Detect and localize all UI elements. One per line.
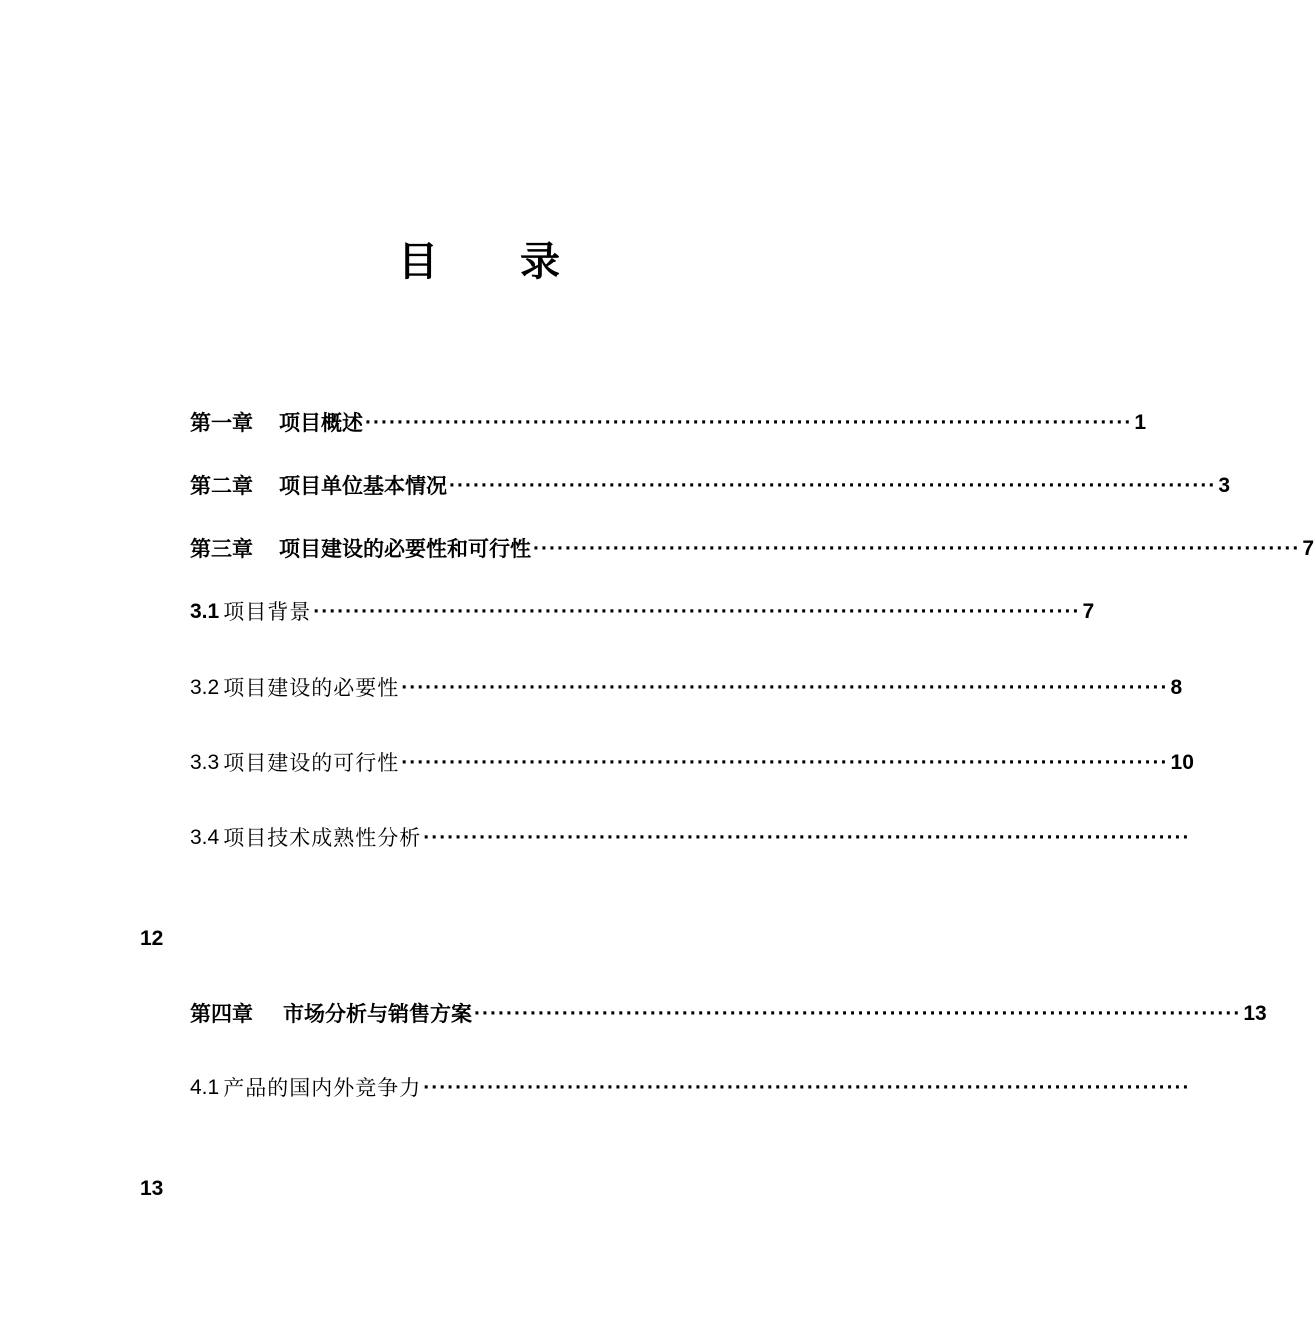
section-title: 项目技术成熟性分析: [223, 826, 422, 850]
toc-entry-chapter-3[interactable]: [190, 534, 1314, 564]
chapter-label: 第三章: [190, 537, 253, 561]
section-title: 项目背景: [223, 600, 312, 624]
page-number: 7: [1302, 537, 1314, 560]
page-number: 1: [1134, 411, 1147, 434]
page-number: 7: [1082, 600, 1095, 623]
page-number: 10: [1170, 751, 1194, 774]
section-title: 产品的国内外竞争力: [223, 1076, 422, 1100]
chapter-label: 第二章: [190, 474, 253, 498]
page-number: 13: [1243, 1002, 1267, 1025]
dot-leader: ································································································: [474, 1002, 1242, 1025]
section-title: 项目建设的必要性: [223, 676, 400, 700]
toc-entry-section-3-4[interactable]: [190, 823, 1191, 853]
toc-entry-section-3-1[interactable]: [190, 597, 1095, 627]
page-number-wrapped: 13: [140, 1177, 164, 1200]
dot-leader: ································································································: [313, 600, 1081, 623]
page-number: 3: [1218, 474, 1231, 497]
section-title: 项目建设的可行性: [223, 751, 400, 775]
page-number-wrapped: 12: [140, 927, 164, 950]
toc-entry-chapter-2[interactable]: [190, 471, 1231, 501]
section-number: 3.4: [190, 826, 220, 849]
toc-entry-section-3-3[interactable]: [190, 748, 1194, 778]
toc-heading: [0, 232, 950, 292]
section-number: 3.3: [190, 751, 220, 774]
chapter-title: 项目建设的必要性和可行性: [279, 537, 531, 561]
chapter-title: 项目单位基本情况: [279, 474, 447, 498]
toc-heading-char-2: 录: [520, 239, 560, 285]
chapter-label: 第四章: [190, 1002, 253, 1026]
dot-leader: ································································································: [423, 826, 1191, 849]
chapter-title: 项目概述: [279, 411, 363, 435]
page-number: 8: [1170, 676, 1183, 699]
toc-entry-chapter-1[interactable]: [190, 408, 1147, 438]
chapter-title: 市场分析与销售方案: [283, 1002, 472, 1026]
chapter-label: 第一章: [190, 411, 253, 435]
dot-leader: ································································································: [423, 1076, 1191, 1099]
dot-leader: ································································································: [533, 537, 1301, 560]
section-number: 3.1: [190, 600, 220, 623]
toc-entry-section-3-2[interactable]: [190, 673, 1183, 703]
dot-leader: ································································································: [449, 474, 1217, 497]
toc-entry-section-4-1[interactable]: [190, 1073, 1191, 1103]
dot-leader: ································································································: [401, 676, 1169, 699]
dot-leader: ································································································: [365, 411, 1133, 434]
toc-heading-char-1: 目: [398, 239, 438, 285]
toc-entry-chapter-4[interactable]: [190, 999, 1267, 1029]
dot-leader: ································································································: [401, 751, 1169, 774]
section-number: 4.1: [190, 1076, 220, 1099]
section-number: 3.2: [190, 676, 220, 699]
